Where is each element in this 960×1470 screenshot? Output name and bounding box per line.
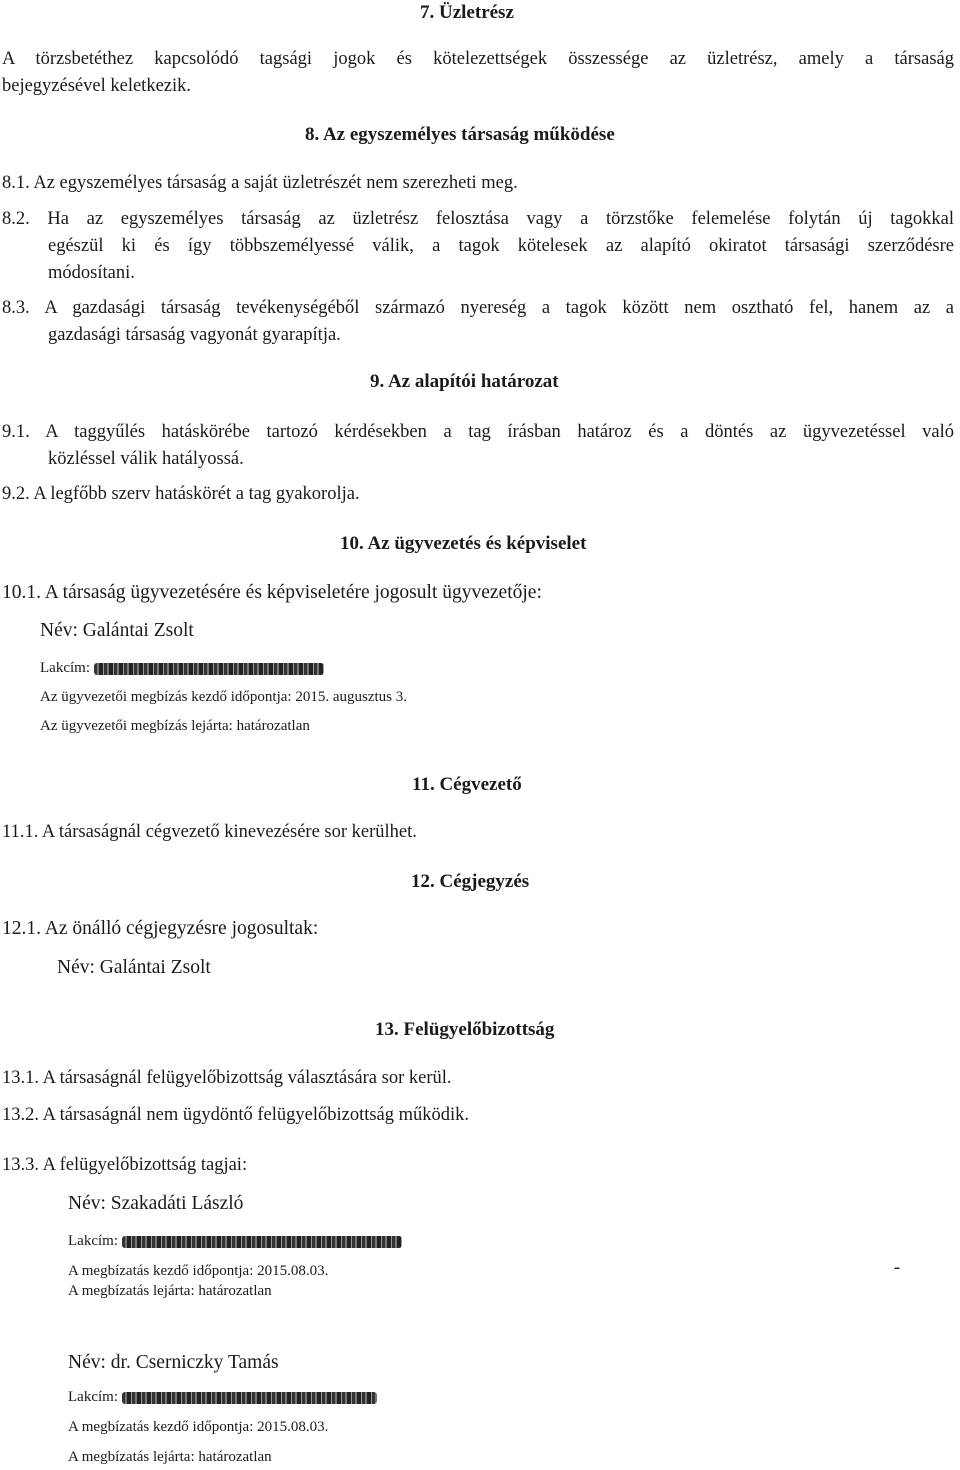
member-1-start-date: A megbízatás kezdő időpontja: 2015.08.03. xyxy=(68,1263,329,1279)
section-9-heading: 9. Az alapítói határozat xyxy=(370,371,559,392)
ceo-start-date: Az ügyvezetői megbízás kezdő időpontja: 2015. augusztus 3. xyxy=(40,689,407,705)
ceo-address xyxy=(40,660,324,677)
member-2-end-date: A megbízatás lejárta: határozatlan xyxy=(68,1449,272,1465)
redacted-address xyxy=(94,663,324,675)
paragraph-13-3: 13.3. A felügyelőbizottság tagjai: xyxy=(2,1155,248,1175)
section-12-heading: 12. Cégjegyzés xyxy=(411,871,530,892)
paragraph-9-1-line2: közléssel válik hatályossá. xyxy=(48,449,244,469)
paragraph-8-2-line1: 8.2. Ha az egyszemélyes társaság az üzletrész felosztása vagy a törzstőke felemelése folytán új tagokkal xyxy=(2,209,954,229)
member-1-address xyxy=(68,1233,402,1250)
paragraph-10-1: 10.1. A társaság ügyvezetésére és képviseletére jogosult ügyvezetője: xyxy=(2,582,542,603)
member-2-name: Név: dr. Cserniczky Tamás xyxy=(68,1352,279,1373)
stray-dash: - xyxy=(894,1258,901,1278)
section-8-heading: 8. Az egyszemélyes társaság működése xyxy=(305,124,615,145)
paragraph-9-2: 9.2. A legfőbb szerv hatáskörét a tag gyakorolja. xyxy=(2,484,360,504)
redacted-address xyxy=(122,1236,402,1248)
paragraph-8-2-line3: módosítani. xyxy=(48,263,135,283)
paragraph-8-3-line2: gazdasági társaság vagyonát gyarapítja. xyxy=(48,325,341,345)
address-label: Lakcím: xyxy=(68,1389,118,1405)
paragraph-9-1-line1: 9.1. A taggyűlés hatáskörébe tartozó kérdésekben a tag írásban határoz és a döntés az ügyvezetéssel való xyxy=(2,422,954,442)
paragraph-8-3-line1: 8.3. A gazdasági társaság tevékenységéből származó nyereség a tagok között nem osztható fel, hanem az a xyxy=(2,298,954,318)
ceo-end-date: Az ügyvezetői megbízás lejárta: határozatlan xyxy=(40,718,310,734)
member-1-end-date: A megbízatás lejárta: határozatlan xyxy=(68,1283,272,1299)
paragraph-8-1: 8.1. Az egyszemélyes társaság a saját üzletrészét nem szerezheti meg. xyxy=(2,173,518,193)
section-7-text-line1: A törzsbetéthez kapcsolódó tagsági jogok és kötelezettségek összessége az üzletrész, amely a társaság xyxy=(2,49,954,69)
paragraph-13-1: 13.1. A társaságnál felügyelőbizottság választására sor kerül. xyxy=(2,1068,452,1088)
address-label: Lakcím: xyxy=(40,660,90,676)
signatory-name: Név: Galántai Zsolt xyxy=(57,957,211,978)
address-label: Lakcím: xyxy=(68,1233,118,1249)
member-2-start-date: A megbízatás kezdő időpontja: 2015.08.03. xyxy=(68,1419,329,1435)
ceo-name: Név: Galántai Zsolt xyxy=(40,620,194,641)
section-13-heading: 13. Felügyelőbizottság xyxy=(375,1019,555,1040)
section-7-text-line2: bejegyzésével keletkezik. xyxy=(2,76,192,96)
member-1-name: Név: Szakadáti László xyxy=(68,1193,244,1214)
paragraph-12-1: 12.1. Az önálló cégjegyzésre jogosultak: xyxy=(2,918,319,939)
section-11-heading: 11. Cégvezető xyxy=(412,774,522,795)
section-7-heading: 7. Üzletrész xyxy=(420,2,514,23)
section-10-heading: 10. Az ügyvezetés és képviselet xyxy=(340,533,587,554)
paragraph-13-2: 13.2. A társaságnál nem ügydöntő felügyelőbizottság működik. xyxy=(2,1105,470,1125)
paragraph-8-2-line2: egészül ki és így többszemélyessé válik, a tagok kötelesek az alapító okiratot társasági szerződésre xyxy=(48,236,954,256)
paragraph-11-1: 11.1. A társaságnál cégvezető kinevezésére sor kerülhet. xyxy=(2,822,417,842)
redacted-address xyxy=(122,1392,377,1404)
member-2-address xyxy=(68,1389,377,1406)
